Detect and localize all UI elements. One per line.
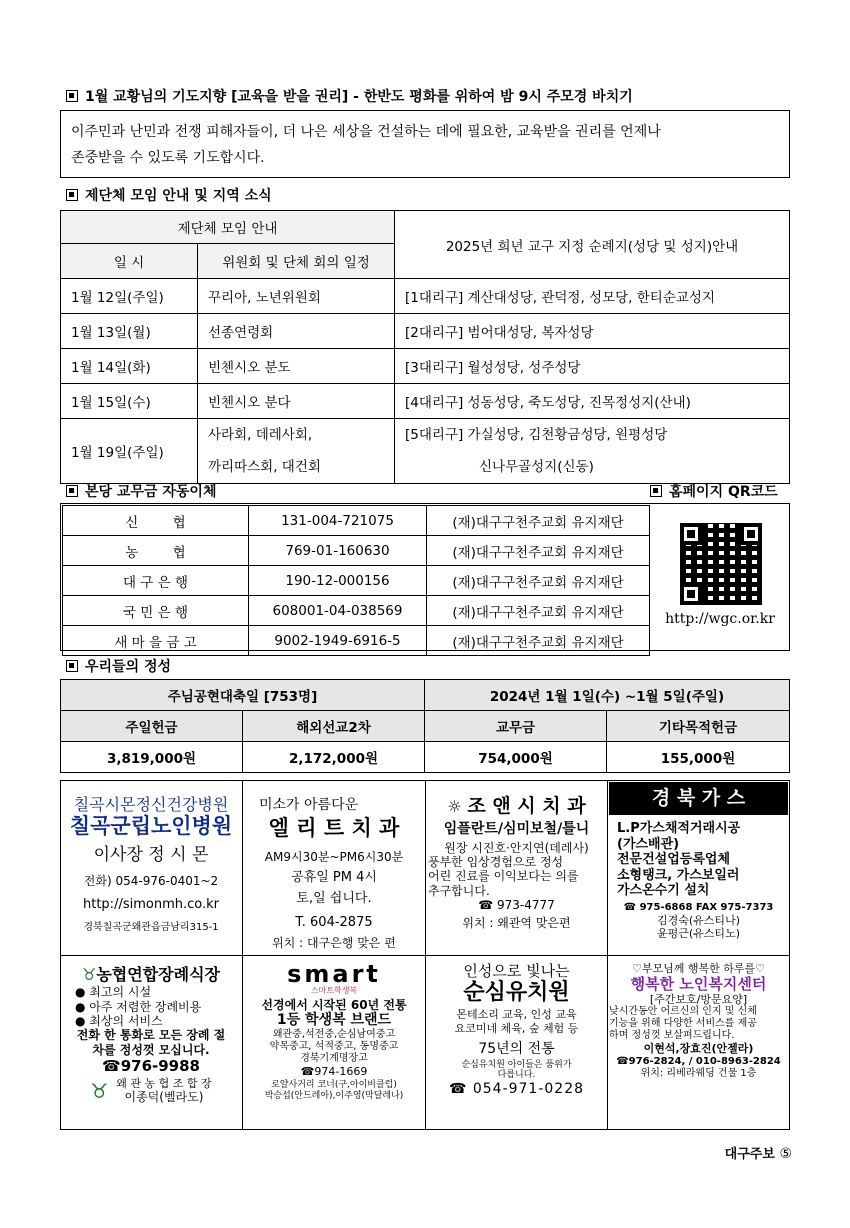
table-row: 국 민 은 행 608001-04-038569 (재)대구구천주교회 유지재단 — [63, 596, 650, 626]
prayer-line: 이주민과 난민과 전쟁 피해자들이, 더 나은 세상을 건설하는 데에 필요한, 교육받을 권리를 언제나 — [71, 124, 661, 140]
table-row: 1월 15일(수) 빈첸시오 분다 [4대리구] 성동성당, 죽도성당, 진목정성지(산내) — [61, 384, 790, 419]
bank-table — [62, 505, 650, 656]
square-bullet-icon — [66, 90, 78, 102]
ad-happy-senior-center: ♡부모님께 행복한 하루를♡ 행복한 노인복지센터 [주간보호/방문요양] 낮시간동안 어르신의 인지 및 신체 기능을 위해 다양한 서비스를 제공 하며 정성껏 보살펴드립니다. 이현석,장효진(안젤라) ☎976-2824, / 010-8963-2824 위치: 리베라웨딩 건물 1층 — [609, 962, 781, 1079]
ad-simon-hospital: 칠곡시몬정신건강병원 칠곡군립노인병원 이사장 정 시 몬 전화) 054-976-0401~2 http://simonmh.co.kr 경북칠곡군왜관읍금남리315-1 — [69, 795, 233, 933]
offering-table: 주님공현대축일 [753명] 2024년 1월 1일(수) ~1월 5일(주일) 주일헌금 해외선교2차 교무금 기타목적헌금 3,819,000원 2,172,000원 754,000원 155,000원 — [60, 679, 790, 773]
tooth-icon: ☼ — [447, 797, 468, 816]
col-meeting-header: 위원회 및 단체 회의 일정 — [198, 244, 395, 279]
table-row: 1월 12일(주일) 꾸리아, 노년위원회 [1대리구] 계산대성당, 관덕정, 성모당, 한티순교성지 — [61, 279, 790, 314]
ad-elite-dental: 미소가 아름다운 엘 리 트 치 과 AM9시30분~PM6시30분 공휴일 PM 4시 토,일 쉽니다. T. 604-2875 위치 : 대구은행 맞은 편 — [259, 797, 404, 951]
table-row: 신 협 131-004-721075 (재)대구구천주교회 유지재단 — [63, 506, 650, 536]
page-footer: 대구주보 ⑤ — [724, 1146, 792, 1162]
table-row: 새 마 을 금 고 9002-1949-6916-5 (재)대구구천주교회 유지재단 — [63, 626, 650, 656]
prayer-box — [60, 110, 790, 178]
qr-heading: 홈페이지 QR코드 — [650, 481, 778, 501]
square-bullet-icon — [66, 189, 78, 201]
bank-heading: 본당 교무금 자동이체 — [66, 481, 216, 501]
offering-left-header: 주님공현대축일 [753명] — [61, 680, 425, 711]
homepage-url[interactable]: http://wgc.or.kr — [665, 611, 775, 627]
ad-smart-uniform: smart 스마트학생복 선경에서 시작된 60년 전통 1등 학생복 브랜드 왜관중,석전중,순심남여중고 약목중고, 석적중고, 동명중고 경북기계명장고 ☎974-1669 로얄사거리 코너(구,아이비클럽) 박승섭(안드레아),이주영(막달레나) — [261, 962, 407, 1101]
square-bullet-icon — [66, 660, 78, 672]
ad-sunsim-kindergarten: 인성으로 빛나는 순심유치원 몬테소리 교육, 인성 교육 요코미네 체육, 숲 체험 등 75년의 전통 순심유치원 아이들은 품위가 다릅니다. ☎ 054-971-0228 — [448, 962, 585, 1098]
homepage-qr-code[interactable] — [680, 523, 762, 605]
prayer-heading: 1월 교황님의 기도지향 [교육을 받을 권리] - 한반도 평화를 위하여 밤 9시 주모경 바치기 — [66, 86, 633, 106]
table-row: 농 협 769-01-160630 (재)대구구천주교회 유지재단 — [63, 536, 650, 566]
square-bullet-icon — [650, 485, 662, 497]
ad-nonghyup-funeral: ♉농협연합장례식장 ● 최고의 시설 ● 아주 저렴한 장례비용 ● 최상의 서비스 전화 한 통화로 모든 장례 절 차를 정성껏 모십니다. ☎976-9988 ♉ 왜 관 농 협 조 합 장 이종덕(벨라도) — [75, 965, 226, 1105]
meetings-heading: 제단체 모임 안내 및 지역 소식 — [66, 185, 272, 205]
meetings-table — [60, 210, 790, 484]
col-date-header: 일 시 — [61, 244, 198, 279]
table-row: 3,819,000원 2,172,000원 754,000원 155,000원 — [61, 742, 790, 773]
meetings-group-header: 제단체 모임 안내 — [61, 211, 395, 244]
table-row: 1월 19일(주일) 사라회, 데레사회, 까리따스회, 대건회 [5대리구] 가실성당, 김천황금성당, 원평성당 신나무골성지(신동) — [61, 419, 790, 484]
pilgrim-header: 2025년 희년 교구 지정 순례지(성당 및 성지)안내 — [395, 211, 790, 279]
ad-joan-dental: ☼ 조 앤 시 치 과 임플란트/심미보철/틀니 원장 시진호·안지연(데레사) 풍부한 임상경험으로 정성 어린 진료를 이익보다는 의를 추구합니다. ☎ 973-4777 위치 : 왜관역 맞은편 — [428, 795, 590, 930]
table-row: 1월 14일(화) 빈첸시오 분도 [3대리구] 월성성당, 성주성당 — [61, 349, 790, 384]
prayer-line: 존중받을 수 있도록 기도합시다. — [71, 150, 265, 166]
nonghyup-logo-icon: ♉ — [90, 1078, 109, 1103]
table-row: 1월 13일(월) 선종연령회 [2대리구] 범어대성당, 복자성당 — [61, 314, 790, 349]
ad-gyeongbuk-gas: 경 북 가 스 L.P가스채적거래시공 (가스배관) 전문건설업등록업체 소형탱크, 가스보일러 가스온수기 설치 ☎ 975-6868 FAX 975-7373 김경숙(유스티나) 윤평근(유스티노) — [609, 782, 788, 940]
square-bullet-icon — [66, 485, 78, 497]
offering-heading: 우리들의 정성 — [66, 656, 171, 676]
page-number: ⑤ — [779, 1146, 792, 1162]
offering-right-header: 2024년 1월 1일(수) ~1월 5일(주일) — [425, 680, 790, 711]
table-row: 대 구 은 행 190-12-000156 (재)대구구천주교회 유지재단 — [63, 566, 650, 596]
nonghyup-logo-icon: ♉ — [82, 965, 97, 984]
